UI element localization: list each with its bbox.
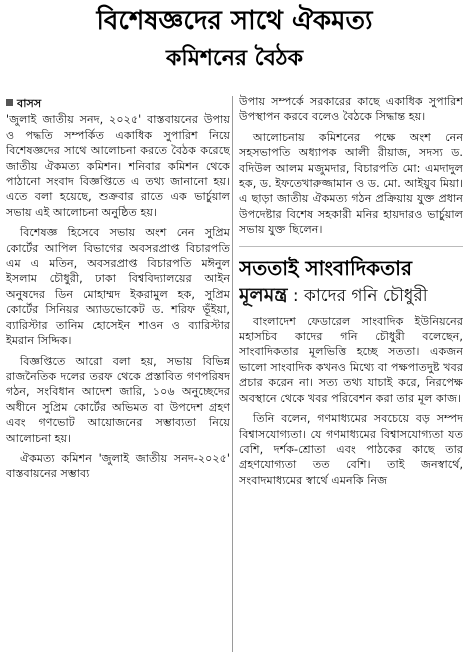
- paragraph: তিনি বলেন, গণমাধ্যমের সবচেয়ে বড় সম্পদ বিশ্বাসযোগ্যতা। যে গণমাধ্যমের বিশ্বাসযোগ্যতা যত বেশি, দর্শক-শ্রোতা এবং পাঠকের কাছে তার গ্রহণযোগ্যতা তত বেশি। তাই জনস্বার্থে, সংবাদমাধ্যমের স্বার্থে এমনকি নিজ: [239, 412, 463, 487]
- sub-headline-line-2: [239, 283, 463, 308]
- paragraph: বিশেষজ্ঞ হিসেবে সভায় অংশ নেন সুপ্রিম কোর্টের আপিল বিভাগের অবসরপ্রাপ্ত বিচারপতি এম এ মতিন, অবসরপ্রাপ্ত বিচারপতি মঈনুল ইসলাম চৌধুরী, ঢাকা বিশ্ববিদ্যালয়ের আইন অনুষদের ডিন মোহাম্মদ ইকরামুল হক, সুপ্রিম কোর্টের সিনিয়র অ্যাডভোকেট ড. শরিফ ভূঁইয়া, ব্যারিস্টার তানিম হোসেইন শাওন ও ব্যারিস্টার ইমরান সিদ্দিক।: [6, 226, 230, 348]
- main-headline: [0, 4, 469, 74]
- byline-text: বাসস: [17, 97, 42, 110]
- paragraph: উপায় সম্পর্কে সরকারের কাছে একাধিক সুপারিশ উপস্থাপন করবে বলেও বৈঠকে সিদ্ধান্ত হয়।: [239, 95, 463, 124]
- sub-article-headline: [239, 246, 463, 308]
- sub-headline-bold: মূলমন্ত্র: [239, 283, 288, 306]
- paragraph: ঐকমত্য কমিশন 'জুলাই জাতীয় সনদ-২০২৫' বাস্তবায়নের সম্ভাব্য: [6, 451, 230, 481]
- headline-line-2: কমিশনের বৈঠক: [166, 46, 303, 71]
- paragraph: বিজ্ঞপ্তিতে আরো বলা হয়, সভায় বিভিন্ন রাজনৈতিক দলের তরফ থেকে প্রস্তাবিত গণপরিষদ গঠন, সংবিধান আদেশ জারি, ১০৬ অনুচ্ছেদের অধীনে সুপ্রিম কোর্টের অভিমত বা উপদেশ গ্রহণ এবং গণভোট আয়োজনের সম্ভাব্যতা নিয়ে আলোচনা হয়।: [6, 354, 230, 445]
- sub-headline-line-1: সততাই সাংবাদিকতার: [239, 255, 412, 280]
- byline: [6, 96, 230, 111]
- sub-headline-author: : কাদের গনি চৌধুরী: [287, 285, 428, 306]
- left-column: [6, 96, 230, 656]
- paragraph: আলোচনায় কমিশনের পক্ষে অংশ নেন সহসভাপতি অধ্যাপক আলী রীয়াজ, সদস্য ড. বদিউল আলম মজুমদার, বিচারপতি মো: এমদাদুল হক, ড. ইফতেখারুজ্জামান ও ড. মো. আইয়ুব মিয়া। এ ছাড়া জাতীয় ঐকমত্য গঠন প্রক্রিয়ায় যুক্ত প্রধান উপদেষ্টার বিশেষ সহকারী মনির হায়দারও ভার্চুয়াল সভায় যুক্ত ছিলেন।: [239, 130, 463, 237]
- square-bullet-icon: [6, 99, 13, 106]
- paragraph: 'জুলাই জাতীয় সনদ, ২০২৫' বাস্তবায়নের উপায় ও পদ্ধতি সম্পর্কিত একাধিক সুপারিশ নিয়ে বিশেষজ্ঞদের সাথে আলোচনা করতে বৈঠক করেছে জাতীয় ঐকমত্য কমিশন। শনিবার কমিশন থেকে পাঠানো সংবাদ বিজ্ঞপ্তিতে এ তথ্য জানানো হয়। এতে বলা হয়েছে, শুক্রবার রাতে এক ভার্চুয়াল সভায় এই আলোচনা অনুষ্ঠিত হয়।: [6, 113, 230, 219]
- column-divider: [232, 96, 233, 652]
- paragraph: বাংলাদেশ ফেডারেল সাংবাদিক ইউনিয়নের মহাসচিব কাদের গনি চৌধুরী বলেছেন, সাংবাদিকতার মূলভিত্তি হচ্ছে সততা। একজন ভালো সাংবাদিক কখনও মিথ্যে বা পক্ষপাতদুষ্ট খবর প্রচার করেন না। সত্য তথ্য যাচাই করে, নিরপেক্ষ অবস্থানে থেকে খবর পরিবেশন করা তার মূল কাজ।: [239, 314, 463, 405]
- right-column: [239, 94, 463, 654]
- headline-line-1: বিশেষজ্ঞদের সাথে ঐকমত্য: [96, 6, 373, 36]
